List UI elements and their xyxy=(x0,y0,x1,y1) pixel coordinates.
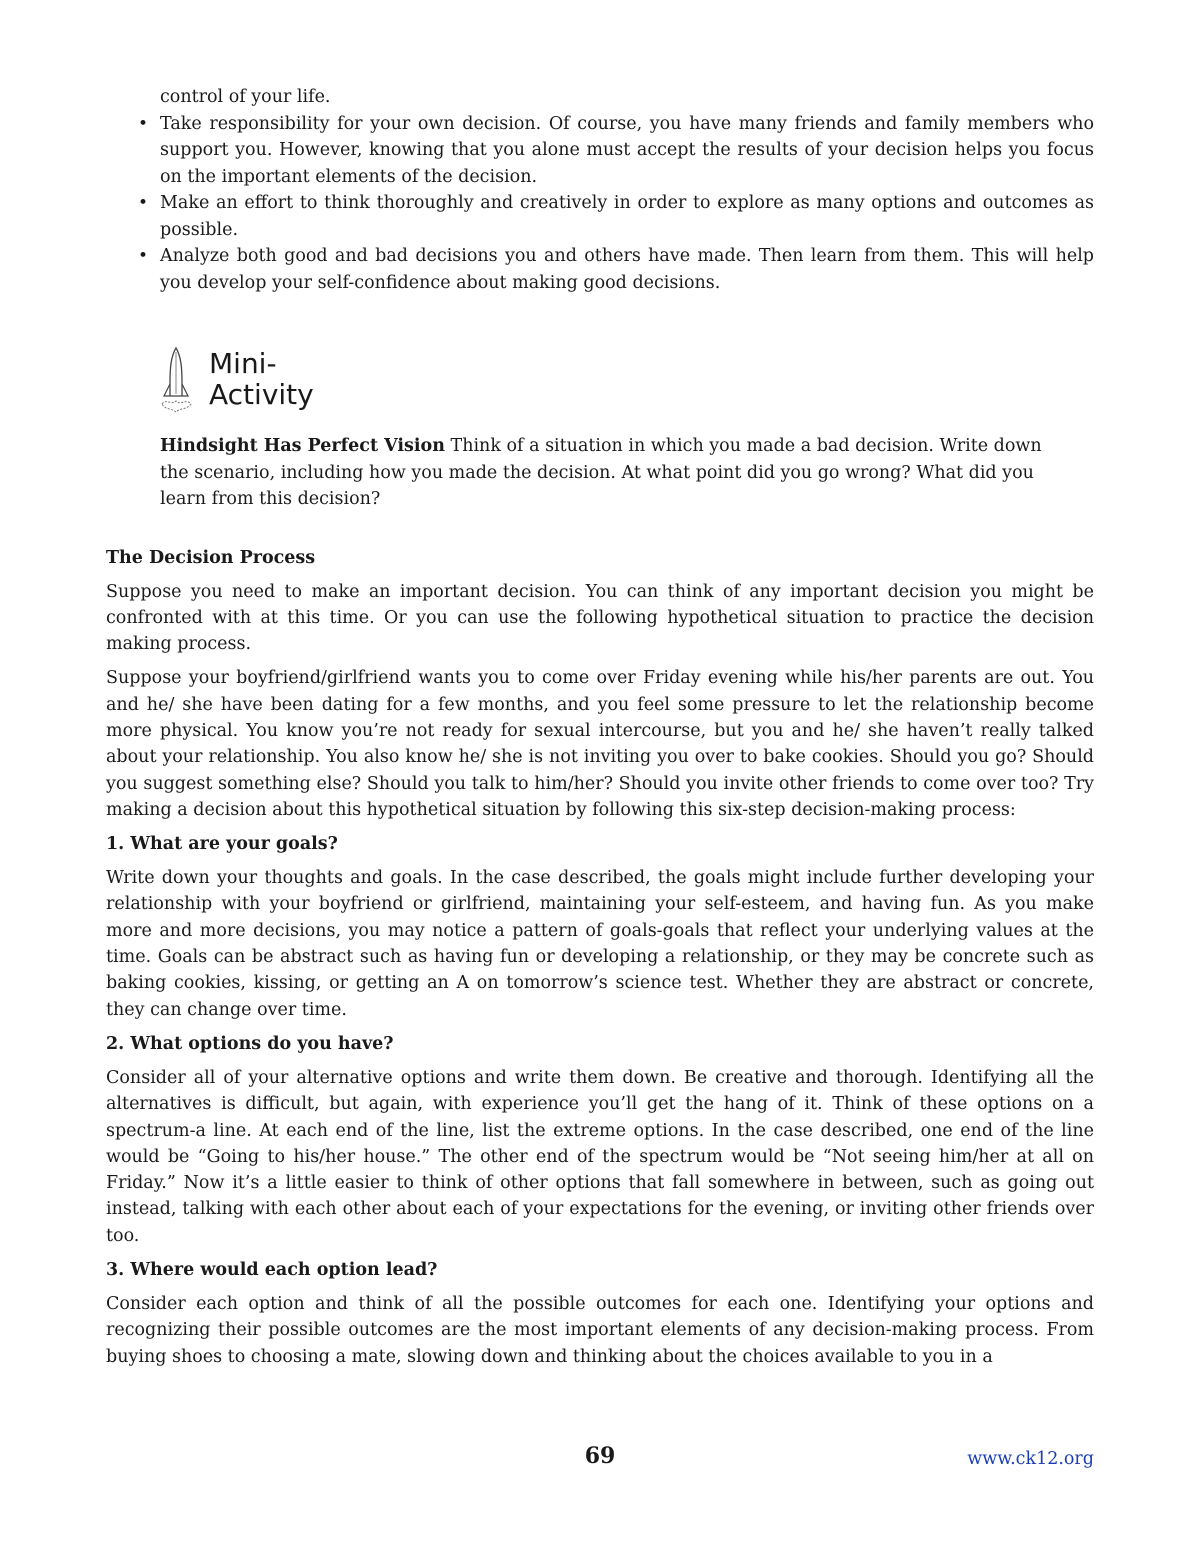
list-item xyxy=(106,190,1094,243)
list-item xyxy=(106,111,1094,191)
mini-activity-lead: Hindsight Has Perfect Vision xyxy=(160,436,445,456)
rocket-icon xyxy=(159,346,193,416)
paragraph: Suppose you need to make an important decision. You can think of any important decision you might be confronted with at this time. Or you can use the following hypothetical situation to practice the decision making process. xyxy=(106,581,1094,655)
page-number: 69 xyxy=(584,1443,616,1469)
bullet-continuation: control of your life. xyxy=(160,87,331,107)
footer-link[interactable]: www.ck12.org xyxy=(967,1449,1094,1469)
section-heading: The Decision Process xyxy=(106,547,316,568)
mini-activity-body: Think of a situation in which you made a bad decision. Write down the scenario, including how you made the decision. At what point did you go wrong? What did you learn from this decision? xyxy=(160,436,1042,509)
page-content xyxy=(106,84,1094,1370)
mini-activity-title-line2: Activity xyxy=(209,378,314,411)
step-paragraph: Consider all of your alternative options and write them down. Be creative and thorough. Identifying all the alternatives is difficult, but again, with experience you’ll get the hang of it. Think of these options on a spectrum-a line. At each end of the line, list the extreme options. In the case described, one end of the line would be “Going to his/her house.” The other end of the spectrum would be “Not seeing him/her at all on Friday.” Now it’s a little easier to think of other options that fall somewhere in between, such as going out instead, talking with each other about each of your expectations for the evening, or inviting other friends over too. xyxy=(106,1067,1094,1246)
bullet-list xyxy=(106,84,1094,296)
bullet-icon: • xyxy=(138,113,149,134)
mini-activity-header xyxy=(106,346,1094,416)
list-item-text: Take responsibility for your own decision. Of course, you have many friends and family members who support you. However, knowing that you alone must accept the results of your decision helps you focus on the important elements of the decision. xyxy=(160,113,1094,187)
step-heading: 1. What are your goals? xyxy=(106,834,338,855)
paragraph: Suppose your boyfriend/girlfriend wants you to come over Friday evening while his/her parents are out. You and he/ she have been dating for a few months, and you feel some pressure to let the relationship become more physical. You know you’re not ready for sexual intercourse, but you and he/ she haven’t really talked about your relationship. You also know he/ she is not inviting you over to bake cookies. Should you go? Should you suggest something else? Should you talk to him/her? Should you invite other friends to come over too? Try making a decision about this hypothetical situation by following this six-step decision-making process: xyxy=(106,668,1094,820)
step-paragraph: Consider each option and think of all the possible outcomes for each one. Identifying your options and recognizing their possible outcomes are the most important elements of any decision-making process. From buying shoes to choosing a mate, slowing down and thinking about the choices available to you in a xyxy=(106,1294,1094,1367)
step-heading: 3. Where would each option lead? xyxy=(106,1260,438,1281)
mini-activity-title xyxy=(209,348,314,410)
mini-activity-text xyxy=(160,433,1055,513)
bullet-icon: • xyxy=(138,246,149,266)
bullet-icon: • xyxy=(138,193,149,213)
step-paragraph: Write down your thoughts and goals. In the case described, the goals might include further developing your relationship with your boyfriend or girlfriend, maintaining your self-esteem, and having fun. As you make more and more decisions, you may notice a pattern of goals-goals that reflect your underlying values at the time. Goals can be abstract such as having fun or developing a relationship, or they may be concrete such as baking cookies, kissing, or getting an A on tomorrow’s science test. Whether they are abstract or concrete, they can change over time. xyxy=(106,868,1094,1020)
list-item-text: Make an effort to think thoroughly and creatively in order to explore as many options and outcomes as possible. xyxy=(160,193,1094,240)
mini-activity-title-line1: Mini- xyxy=(209,347,277,380)
step-heading: 2. What options do you have? xyxy=(106,1033,394,1054)
list-item xyxy=(106,243,1094,296)
list-item-text: Analyze both good and bad decisions you and others have made. Then learn from them. This will help you develop your self-confidence about making good decisions. xyxy=(160,246,1094,293)
